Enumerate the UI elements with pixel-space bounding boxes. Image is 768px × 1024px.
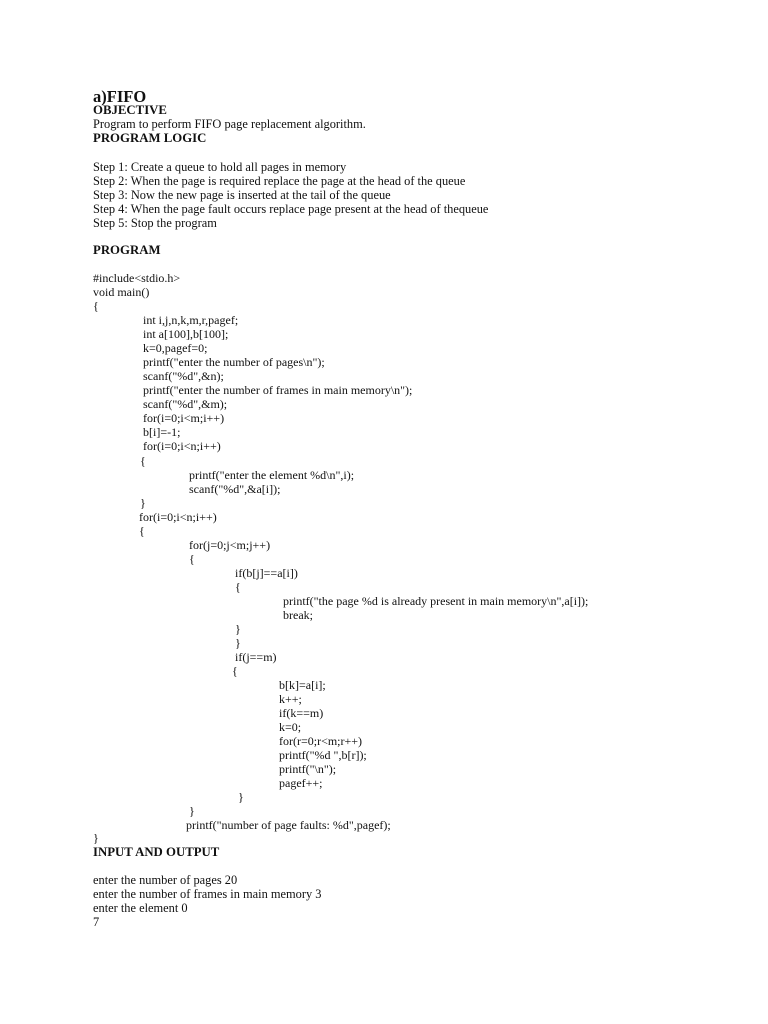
code-line: printf("\n"); [279,762,337,776]
io-line: 7 [93,915,100,929]
program-logic-heading: PROGRAM LOGIC [93,131,207,145]
step-line: Step 2: When the page is required replace the page at the head of the queue [93,174,466,188]
code-line: { [235,580,241,594]
code-line: b[k]=a[i]; [279,678,326,692]
code-line: } [235,622,241,636]
step-line: Step 1: Create a queue to hold all pages in memory [93,160,347,174]
code-line: printf("enter the element %d\n",i); [189,468,355,482]
code-line: void main() [93,285,150,299]
code-line: k=0,pagef=0; [143,341,208,355]
code-line: scanf("%d",&n); [143,369,224,383]
code-line: printf("enter the number of frames in main memory\n"); [143,383,413,397]
code-line: { [140,454,146,468]
io-line: enter the number of pages 20 [93,873,238,887]
code-line: } [238,790,244,804]
code-line: } [93,831,99,845]
code-line: printf("enter the number of pages\n"); [143,355,325,369]
code-line: if(b[j]==a[i]) [235,566,298,580]
io-line: enter the number of frames in main memory 3 [93,887,322,901]
objective-heading: OBJECTIVE [93,103,167,117]
code-line: { [139,524,145,538]
code-line: { [189,552,195,566]
code-line: k++; [279,692,302,706]
code-line: int a[100],b[100]; [143,327,229,341]
objective-text: Program to perform FIFO page replacement algorithm. [93,117,366,131]
code-line: printf("the page %d is already present in main memory\n",a[i]); [283,594,589,608]
code-line: scanf("%d",&a[i]); [189,482,281,496]
code-line: scanf("%d",&m); [143,397,228,411]
program-heading: PROGRAM [93,243,161,257]
step-line: Step 3: Now the new page is inserted at the tail of the queue [93,188,391,202]
code-line: for(i=0;i<m;i++) [143,411,225,425]
code-line: for(i=0;i<n;i++) [139,510,217,524]
code-line: pagef++; [279,776,323,790]
code-line: { [232,664,238,678]
code-line: for(r=0;r<m;r++) [279,734,363,748]
io-line: enter the element 0 [93,901,188,915]
document-title: a)FIFO [93,87,147,106]
code-line: b[i]=-1; [143,425,181,439]
code-line: } [189,804,195,818]
code-line: if(j==m) [235,650,277,664]
code-line: } [235,636,241,650]
code-line: } [140,496,146,510]
code-line: if(k==m) [279,706,324,720]
code-line: int i,j,n,k,m,r,pagef; [143,313,239,327]
code-line: printf("%d ",b[r]); [279,748,367,762]
code-line: for(i=0;i<n;i++) [143,439,221,453]
step-line: Step 5: Stop the program [93,216,217,230]
code-line: printf("number of page faults: %d",pagef); [186,818,391,832]
code-line: break; [283,608,313,622]
step-line: Step 4: When the page fault occurs replace page present at the head of thequeue [93,202,489,216]
code-line: #include<stdio.h> [93,271,181,285]
code-line: { [93,299,99,313]
code-line: for(j=0;j<m;j++) [189,538,271,552]
input-output-heading: INPUT AND OUTPUT [93,845,220,859]
code-line: k=0; [279,720,302,734]
